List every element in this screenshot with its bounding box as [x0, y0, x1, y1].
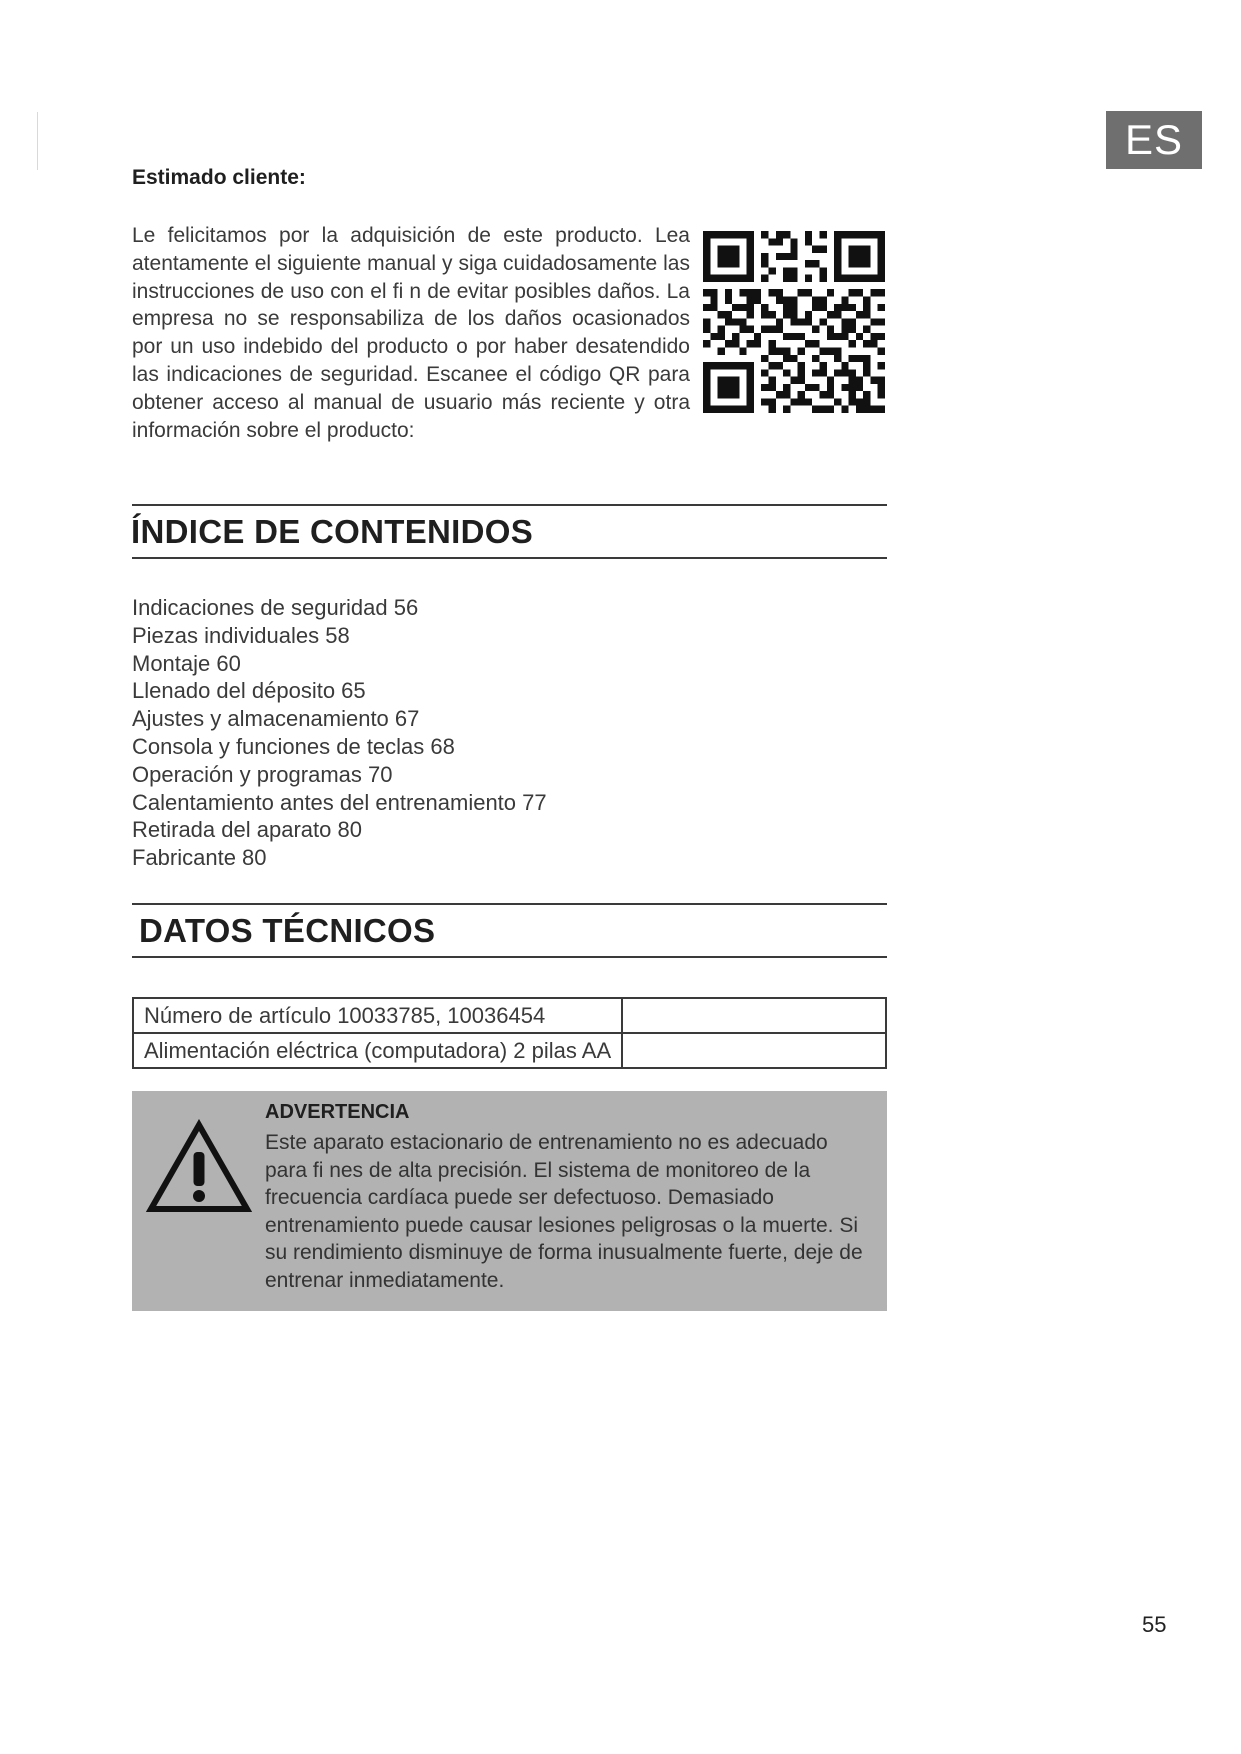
- specs-rule-top: [132, 903, 887, 905]
- intro-paragraph: Le felicitamos por la adquisición de este producto. Lea atentamente el siguiente manual y siga cuidadosamente las instrucciones de uso con el fi n de evitar posibles daños. La empresa no se responsabiliza de los daños ocasionados por un uso indebido del producto o por haber desatendido las indicaciones de seguridad. Escanee el código QR para obtener acceso al manual de usuario más reciente y otra información sobre el producto:: [132, 224, 690, 442]
- spec-cell: [622, 998, 886, 1033]
- toc-rule-top: [132, 504, 887, 506]
- toc-item[interactable]: Fabricante 80: [132, 845, 267, 871]
- margin-rule: [37, 112, 38, 170]
- toc-item[interactable]: Operación y programas 70: [132, 761, 393, 787]
- spec-cell: Alimentación eléctrica (computadora) 2 pilas AA: [133, 1033, 622, 1068]
- specs-rule-bottom: [132, 956, 887, 958]
- table-row: [133, 1033, 886, 1068]
- spec-cell: [622, 1033, 886, 1068]
- toc-item[interactable]: Calentamiento antes del entrenamiento 77: [132, 789, 547, 815]
- toc-item[interactable]: Ajustes y almacenamiento 67: [132, 706, 420, 732]
- warning-title: ADVERTENCIA: [265, 1101, 410, 1123]
- page-number: 55: [1142, 1612, 1167, 1637]
- toc-item[interactable]: Llenado del déposito 65: [132, 678, 366, 704]
- toc-rule-bottom: [132, 557, 887, 559]
- greeting-heading: Estimado cliente:: [132, 166, 306, 189]
- toc-item[interactable]: Indicaciones de seguridad 56: [132, 595, 419, 620]
- toc-list: [132, 594, 547, 872]
- qr-code-icon[interactable]: [703, 231, 885, 413]
- language-tab: ES: [1106, 111, 1202, 169]
- toc-item[interactable]: Piezas individuales 58: [132, 622, 350, 648]
- toc-item[interactable]: Montaje 60: [132, 650, 241, 676]
- toc-title: ÍNDICE DE CONTENIDOS: [131, 513, 534, 550]
- spec-cell: Número de artículo 10033785, 10036454: [133, 998, 622, 1033]
- warning-text: Este aparato estacionario de entrenamiento no es adecuado para fi nes de alta precisión. El sistema de monitoreo de la frecuencia cardíaca puede ser defectuoso. Demasiado entrenamiento puede causar lesiones peligrosas o la muerte. Si su rendimiento disminuye de forma inusualmente fuerte, deje de entrenar inmediatamente.: [265, 1131, 863, 1292]
- table-row: [133, 998, 886, 1033]
- warning-box: [132, 1091, 887, 1311]
- toc-item[interactable]: Retirada del aparato 80: [132, 817, 362, 843]
- warning-triangle-icon: [146, 1119, 252, 1215]
- toc-item[interactable]: Consola y funciones de teclas 68: [132, 733, 455, 759]
- specs-title: DATOS TÉCNICOS: [139, 912, 436, 949]
- specs-table: [132, 997, 887, 1069]
